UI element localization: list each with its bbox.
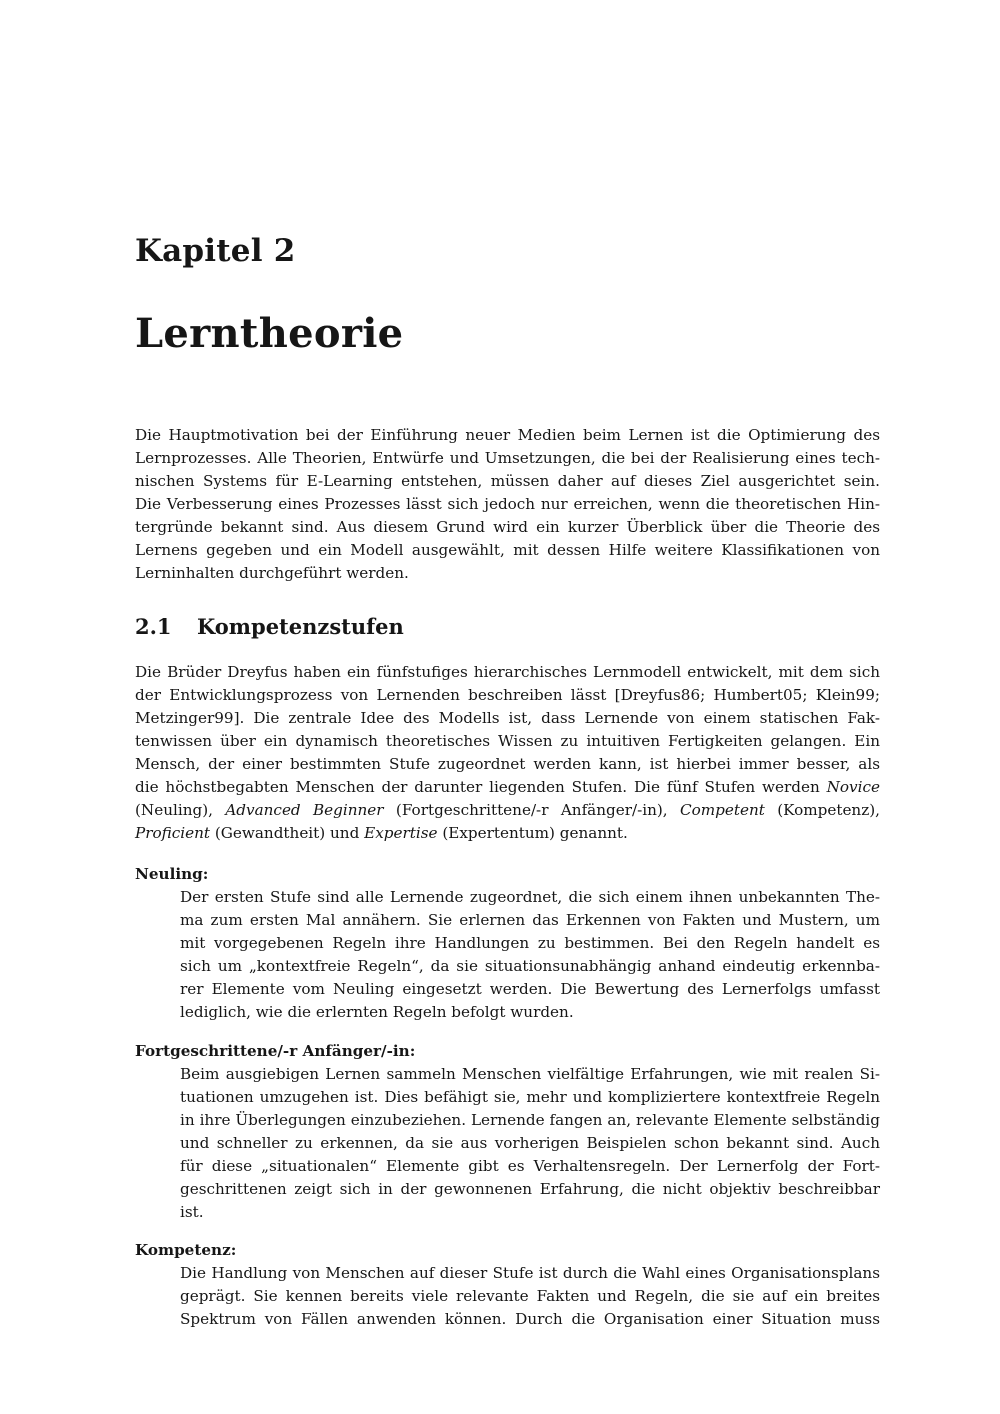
text-line: nischen Systems für E-Learning entstehen, müssen daher auf dieses Ziel ausgerichtet sein. xyxy=(135,472,880,490)
text-line: Lernens gegeben und ein Modell ausgewählt, mit dessen Hilfe weitere Klassifikationen von xyxy=(135,541,880,559)
text-line xyxy=(135,776,880,799)
text-line: mit vorgegebenen Regeln ihre Handlungen zu bestimmen. Bei den Regeln handelt es xyxy=(180,934,880,952)
term-proficient: Proficient xyxy=(135,824,210,842)
text-line: sich um „kontextfreie Regeln“, da sie situationsunabhängig anhand eindeutig erkennba- xyxy=(180,957,880,975)
section-number: 2.1 xyxy=(135,614,172,639)
definition-description xyxy=(180,886,880,1024)
text-line: Lerninhalten durchgeführt werden. xyxy=(135,564,409,582)
definition-term: Neuling: xyxy=(135,865,209,883)
text-line: für diese „situationalen“ Elemente gibt es Verhaltensregeln. Der Lernerfolg der Fort- xyxy=(180,1157,880,1175)
definition-term: Kompetenz: xyxy=(135,1241,237,1259)
section-paragraph xyxy=(135,661,880,845)
chapter-number: Kapitel 2 xyxy=(135,233,296,269)
text-line: Lernprozesses. Alle Theorien, Entwürfe und Umsetzungen, die bei der Realisierung eines tech- xyxy=(135,449,880,467)
text-line: rer Elemente vom Neuling eingesetzt werden. Die Bewertung des Lernerfolgs umfasst xyxy=(180,980,880,998)
text-line: Die Handlung von Menschen auf dieser Stufe ist durch die Wahl eines Organisationsplans xyxy=(180,1264,880,1282)
text-line: Die Brüder Dreyfus haben ein fünfstufiges hierarchisches Lernmodell entwickelt, mit dem sich xyxy=(135,663,880,681)
text-line: ma zum ersten Mal annähern. Sie erlernen das Erkennen von Fakten und Mustern, um xyxy=(180,911,880,929)
text-span: (Neuling), xyxy=(135,801,226,819)
text-line xyxy=(135,799,880,822)
definition-description xyxy=(180,1262,880,1331)
definition-term: Fortgeschrittene/-r Anfänger/-in: xyxy=(135,1042,416,1060)
text-line: Der ersten Stufe sind alle Lernende zugeordnet, die sich einem ihnen unbekannten The- xyxy=(180,888,880,906)
text-line xyxy=(135,822,880,845)
text-span: (Kompetenz), xyxy=(764,801,880,819)
text-line: Die Hauptmotivation bei der Einführung neuer Medien beim Lernen ist die Optimierung des xyxy=(135,426,880,444)
text-line: geprägt. Sie kennen bereits viele relevante Fakten und Regeln, die sie auf ein breites xyxy=(180,1287,880,1305)
section-title: Kompetenzstufen xyxy=(197,614,404,639)
term-advanced-beginner: Advanced Beginner xyxy=(225,801,384,819)
text-line: Spektrum von Fällen anwenden können. Durch die Organisation einer Situation muss xyxy=(180,1310,880,1328)
chapter-title: Lerntheorie xyxy=(135,310,404,357)
text-line: tenwissen über ein dynamisch theoretisches Wissen zu intuitiven Fertigkeiten gelangen. Ein xyxy=(135,732,880,750)
text-line: Metzinger99]. Die zentrale Idee des Modells ist, dass Lernende von einem statischen Fak- xyxy=(135,709,880,727)
definition-neuling xyxy=(135,863,880,1024)
text-span: die höchstbegabten Menschen der darunter liegenden Stufen. Die fünf Stufen werden xyxy=(135,778,827,796)
term-competent: Competent xyxy=(680,801,765,819)
text-line: tuationen umzugehen ist. Dies befähigt sie, mehr und kompliziertere kontextfreie Regeln xyxy=(180,1088,880,1106)
section-heading xyxy=(135,614,404,639)
text-line: lediglich, wie die erlernten Regeln befolgt wurden. xyxy=(180,1003,574,1021)
text-line: tergründe bekannt sind. Aus diesem Grund wird ein kurzer Überblick über die Theorie des xyxy=(135,518,880,536)
text-line: in ihre Überlegungen einzubeziehen. Lernende fangen an, relevante Elemente selbständig xyxy=(180,1111,880,1129)
intro-paragraph xyxy=(135,424,880,585)
text-line: und schneller zu erkennen, da sie aus vorherigen Beispielen schon bekannt sind. Auch xyxy=(180,1134,880,1152)
definition-fortgeschrittene xyxy=(135,1040,880,1224)
text-line: geschrittenen zeigt sich in der gewonnenen Erfahrung, die nicht objektiv beschreibbar xyxy=(180,1180,880,1198)
text-line: Beim ausgiebigen Lernen sammeln Menschen vielfältige Erfahrungen, wie mit realen Si- xyxy=(180,1065,880,1083)
text-line: Die Verbesserung eines Prozesses lässt sich jedoch nur erreichen, wenn die theoretischen Hin- xyxy=(135,495,880,513)
text-span: (Expertentum) genannt. xyxy=(437,824,628,842)
text-line: Mensch, der einer bestimmten Stufe zugeordnet werden kann, ist hierbei immer besser, als xyxy=(135,755,880,773)
definition-kompetenz xyxy=(135,1239,880,1331)
text-span: (Fortgeschrittene/-r Anfänger/-in), xyxy=(383,801,680,819)
text-line: der Entwicklungsprozess von Lernenden beschreiben lässt [Dreyfus86; Humbert05; Klein99; xyxy=(135,686,880,704)
term-expertise: Expertise xyxy=(364,824,438,842)
text-span: (Gewandtheit) und xyxy=(210,824,365,842)
term-novice: Novice xyxy=(826,778,880,796)
text-line: ist. xyxy=(180,1203,204,1221)
definition-description xyxy=(180,1063,880,1224)
